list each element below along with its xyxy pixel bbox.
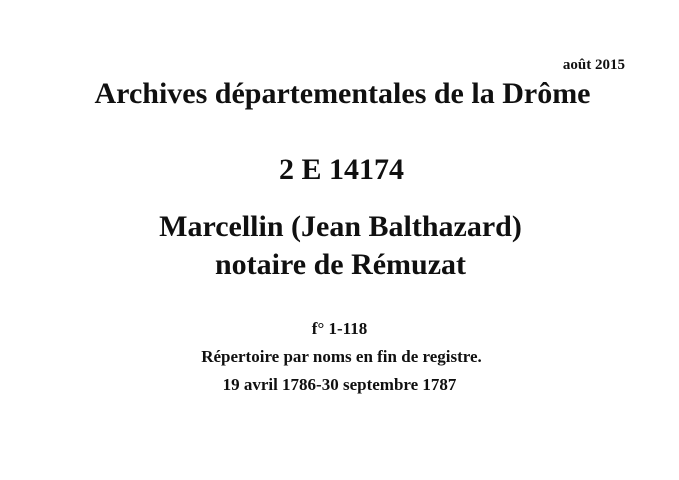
notary-name: Marcellin (Jean Balthazard): [159, 210, 522, 243]
notary-block: [2, 208, 679, 284]
institution-title: Archives départementales de la Drôme: [94, 77, 591, 110]
folio-range: f° 1-118: [311, 319, 368, 338]
date-stamp: août 2015: [562, 57, 625, 73]
repertoire-note: Répertoire par noms en fin de registre.: [201, 347, 482, 366]
date-range: 19 avril 1786-30 septembre 1787: [222, 375, 457, 394]
notary-role: notaire de Rémuzat: [214, 248, 467, 281]
reference-code: 2 E 14174: [278, 153, 404, 186]
